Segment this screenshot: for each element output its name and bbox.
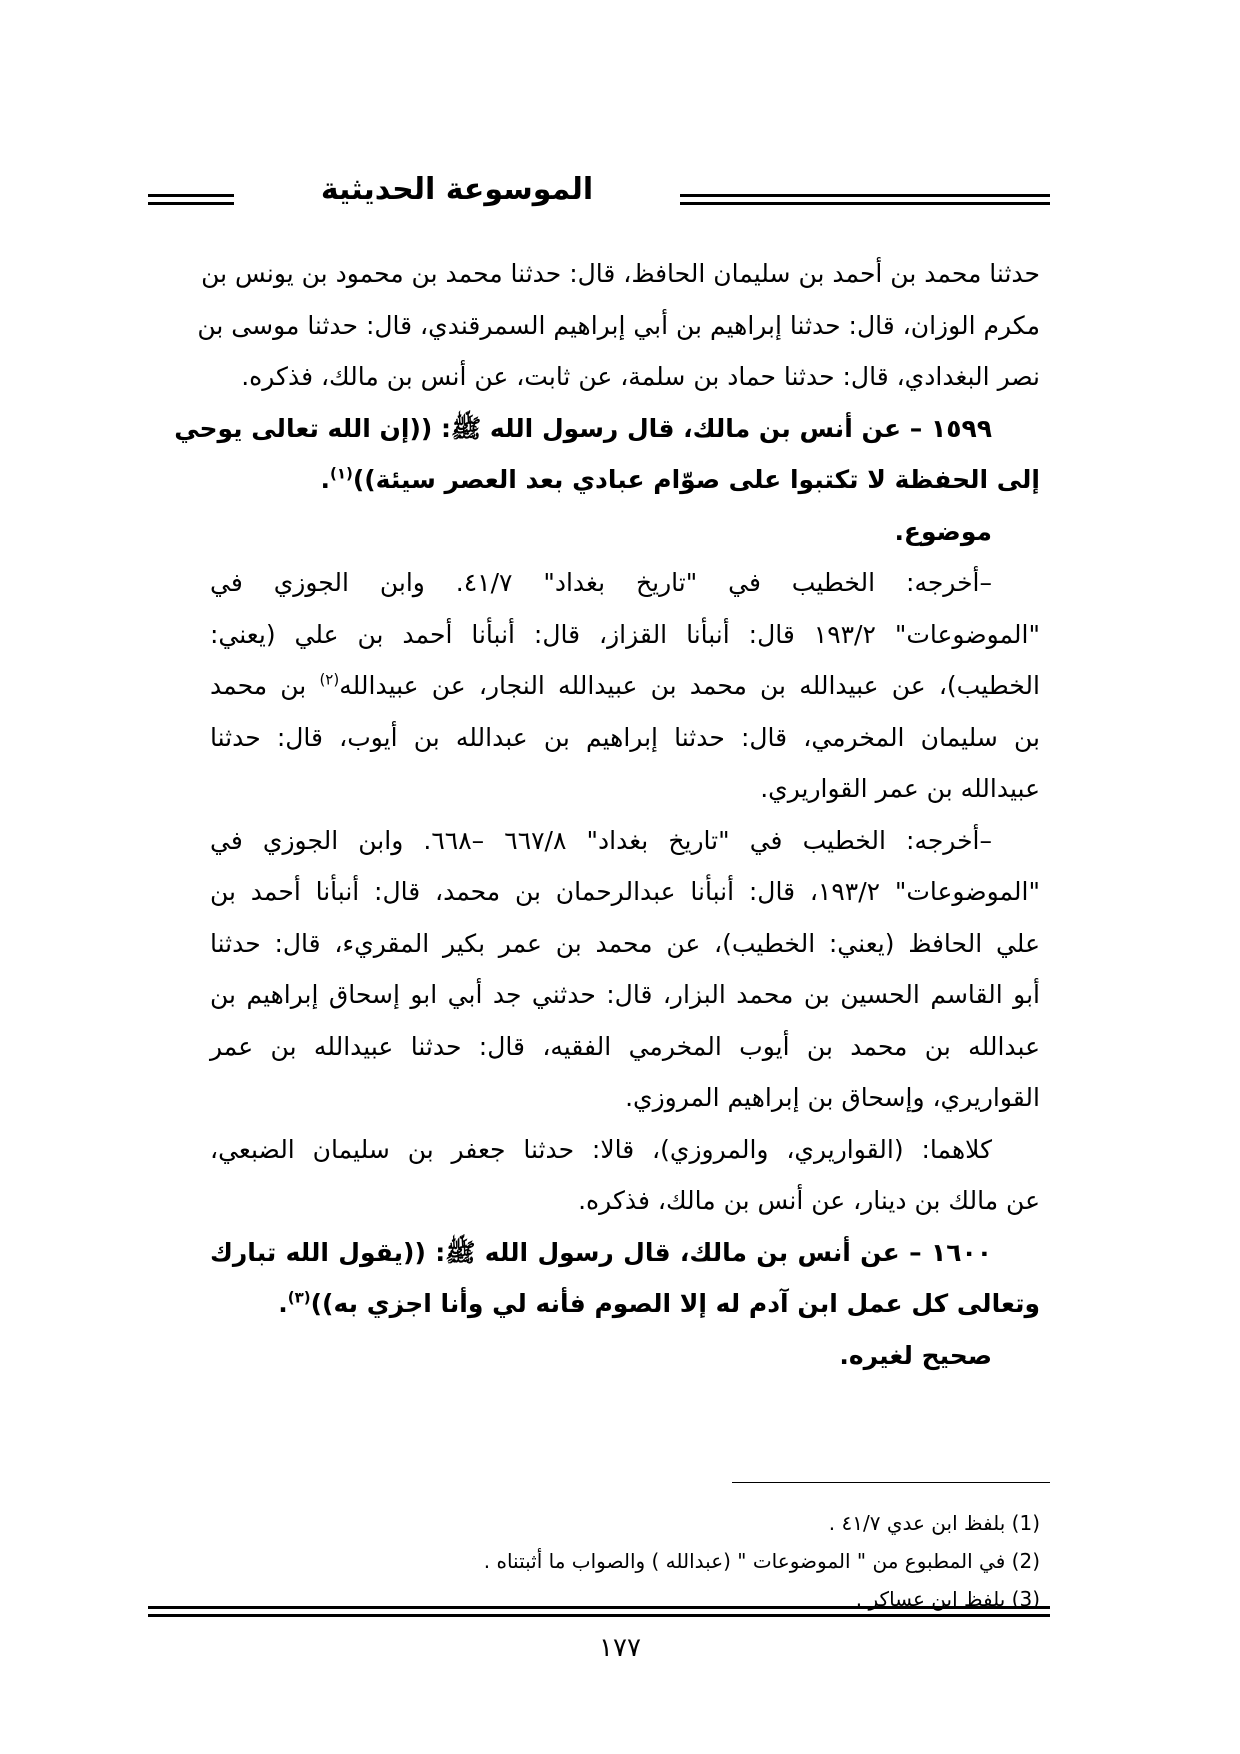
footnote: (3) بلفظ ابن عساكر . [855, 1587, 1040, 1611]
hadith-1600-line: ١٦٠٠ – عن أنس بن مالك، قال رسول الله ﷺ: ((يقول الله تبارك [210, 1237, 992, 1267]
text-line: علي الحافظ (يعني: الخطيب)، عن محمد بن عمر بكير المقريء، قال: حدثنا [210, 928, 1040, 958]
hadith-text: إلى الحفظة لا تكتبوا على صوّام عبادي بعد العصر سيئة)) [352, 465, 1040, 494]
hadith-grade: صحيح لغيره. [839, 1340, 992, 1370]
footnote: (2) في المطبوع من " الموضوعات " (عبدالله ) والصواب ما أثبتناه . [483, 1549, 1040, 1573]
footnote-separator [732, 1482, 1050, 1483]
text-line: –أخرجه: الخطيب في "تاريخ بغداد" ٦٦٧/٨ –٦٦٨. وابن الجوزي في [210, 825, 992, 855]
footnote-ref-2: (٢) [319, 670, 340, 689]
text-line: القواريري، وإسحاق بن إبراهيم المروزي. [625, 1083, 1040, 1112]
page-number: ١٧٧ [599, 1633, 641, 1663]
footer-rule [148, 1606, 1050, 1617]
text-line: –أخرجه: الخطيب في "تاريخ بغداد" ٤١/٧. وابن الجوزي في [210, 568, 992, 597]
header-rule-left [148, 194, 234, 205]
text-line: أبو القاسم الحسين بن محمد البزار، قال: حدثني جد أبي ابو إسحاق إبراهيم بن [210, 980, 1040, 1009]
text-line: مكرم الوزان، قال: حدثنا إبراهيم بن أبي إبراهيم السمرقندي، قال: حدثنا موسى بن [197, 310, 1040, 340]
text-line: عبيدالله بن عمر القواريري. [760, 774, 1040, 803]
text-line: بن سليمان المخرمي، قال: حدثنا إبراهيم بن عبدالله بن أيوب، قال: حدثنا [210, 722, 1040, 752]
header-rule-right [680, 194, 1050, 205]
text-line: "الموضوعات" ١٩٣/٢ قال: أنبأنا القزاز، قال: أنبأنا أحمد بن علي (يعني: [210, 619, 1040, 649]
page-header [148, 168, 1050, 218]
text-segment: بن محمد [210, 671, 320, 700]
text-line: نصر البغدادي، قال: حدثنا حماد بن سلمة، عن ثابت، عن أنس بن مالك، فذكره. [241, 362, 1040, 391]
footnote-ref-1: (١) [329, 464, 353, 483]
hadith-text: وتعالى كل عمل ابن آدم له إلا الصوم فأنه لي وأنا اجزي به)) [310, 1289, 1040, 1318]
hadith-1599-line [210, 454, 1040, 506]
footnote: (1) بلفظ ابن عدي ٤١/٧ . [828, 1511, 1040, 1535]
text-line: عن مالك بن دينار، عن أنس بن مالك، فذكره. [578, 1186, 1040, 1215]
hadith-1600-line [210, 1278, 1040, 1330]
period: . [320, 465, 330, 494]
page-title: الموسوعة الحديثية [320, 172, 594, 207]
main-text [174, 248, 1040, 1381]
text-line [210, 660, 1040, 712]
footnotes [300, 1504, 1040, 1618]
text-line: حدثنا محمد بن أحمد بن سليمان الحافظ، قال: حدثنا محمد بن محمود بن يونس بن [201, 259, 1040, 288]
hadith-1599-line: ١٥٩٩ – عن أنس بن مالك، قال رسول الله ﷺ: ((إن الله تعالى يوحي [174, 413, 992, 443]
text-line: كلاهما: (القواريري، والمروزي)، قالا: حدثنا جعفر بن سليمان الضبعي، [210, 1134, 992, 1164]
footnote-ref-3: (٣) [287, 1288, 311, 1307]
hadith-grade: موضوع. [894, 516, 992, 546]
period: . [278, 1289, 288, 1318]
text-segment: الخطيب)، عن عبيدالله بن محمد بن عبيدالله النجار، عن عبيدالله [339, 671, 1040, 700]
text-line: "الموضوعات" ١٩٣/٢، قال: أنبأنا عبدالرحمان بن محمد، قال: أنبأنا أحمد بن [210, 877, 1040, 906]
text-line: عبدالله بن محمد بن أيوب المخرمي الفقيه، قال: حدثنا عبيدالله بن عمر [210, 1031, 1040, 1061]
